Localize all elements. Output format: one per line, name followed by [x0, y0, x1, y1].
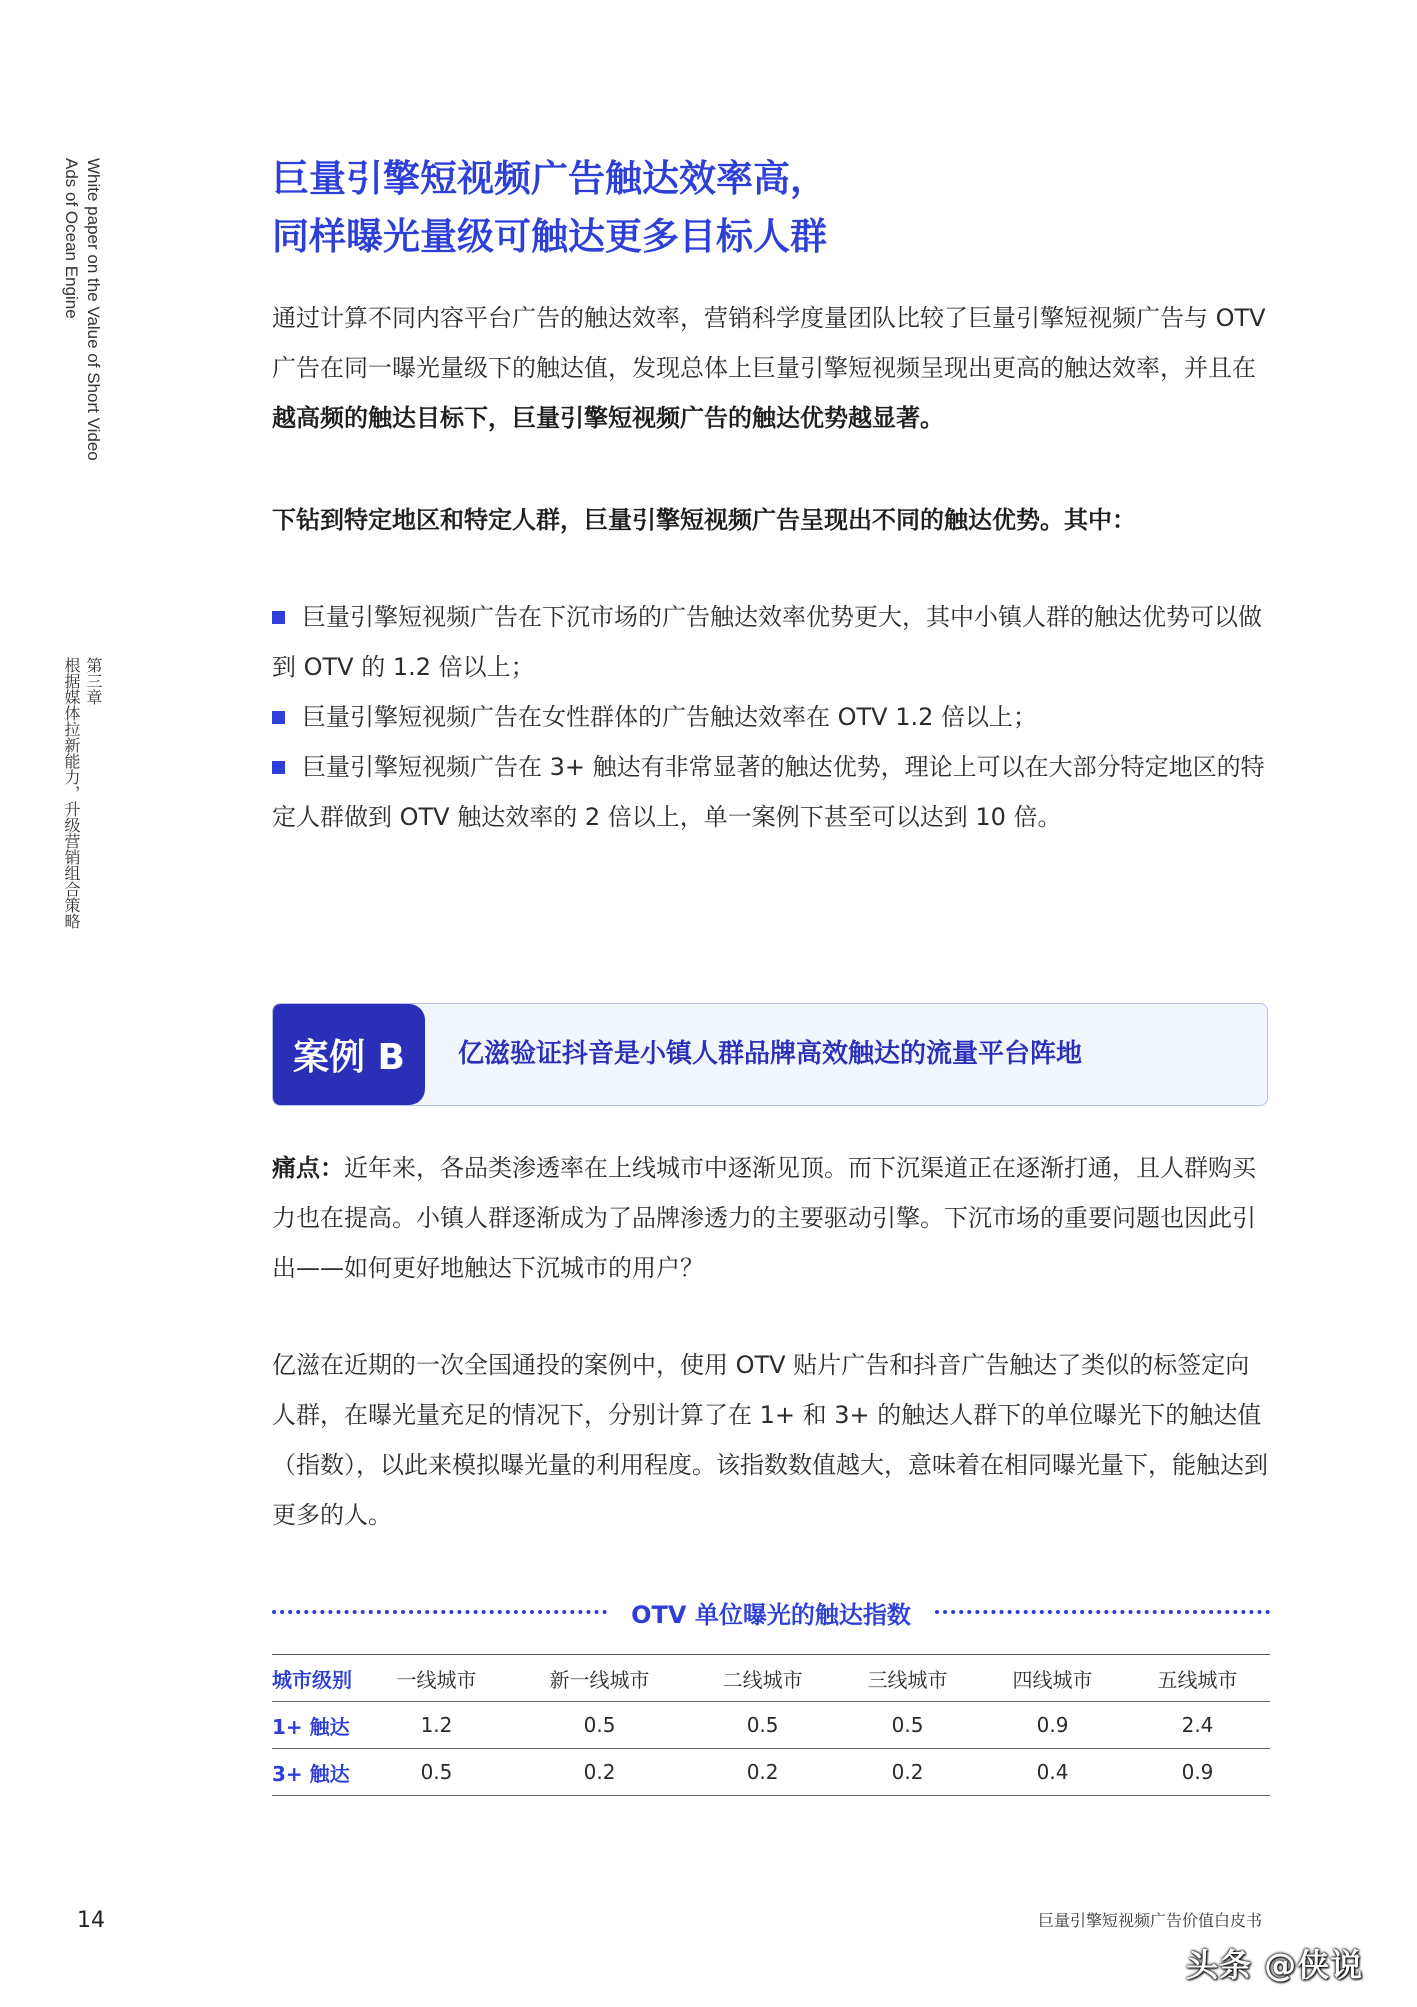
table-cell: 0.2: [509, 1749, 690, 1796]
table-cell: 2.4: [1125, 1702, 1270, 1749]
page-number: 14: [77, 1908, 105, 1933]
case-banner: [272, 1003, 1268, 1106]
intro-paragraph: [272, 293, 1270, 443]
table-cell: 0.9: [980, 1702, 1125, 1749]
column-header: 四线城市: [980, 1655, 1125, 1702]
table-cell: 0.5: [509, 1702, 690, 1749]
table-title-bar: [272, 1590, 1270, 1634]
page-title: 巨量引擎短视频广告触达效率高， 同样曝光量级可触达更多目标人群: [272, 157, 827, 258]
pain-point-paragraph: [272, 1143, 1270, 1293]
sidebar-english-title: White paper on the Value of Short Video Ads of Ocean Engine: [62, 158, 103, 461]
column-header: 二线城市: [690, 1655, 835, 1702]
column-header: 五线城市: [1125, 1655, 1270, 1702]
column-header: 一线城市: [364, 1655, 509, 1702]
case-title: 亿滋验证抖音是小镇人群品牌高效触达的流量平台阵地: [458, 1039, 1083, 1069]
pain-point-text: 近年来，各品类渗透率在上线城市中逐渐见顶。而下沉渠道正在逐渐打通，且人群购买力也在提高。小镇人群逐渐成为了品牌渗透力的主要驱动引擎。下沉市场的重要问题也因此引出——如何更好地触达下沉城市的用户？: [272, 1154, 1256, 1282]
column-header: 新一线城市: [509, 1655, 690, 1702]
row-header: 1+ 触达: [272, 1702, 364, 1749]
column-header: 三线城市: [835, 1655, 980, 1702]
footer-document-title: 巨量引擎短视频广告价值白皮书: [1038, 1911, 1263, 1930]
case-description-paragraph: 亿滋在近期的一次全国通投的案例中，使用 OTV 贴片广告和抖音广告触达了类似的标签定向人群，在曝光量充足的情况下，分别计算了在 1+ 和 3+ 的触达人群下的单位曝光下的触达值（指数），以此来模拟曝光量的利用程度。该指数数值越大，意味着在相同曝光量下，能触达到更多的人。: [272, 1351, 1268, 1529]
table-title: OTV 单位曝光的触达指数: [631, 1600, 911, 1629]
table-row: [272, 1702, 1270, 1749]
pain-point-label: 痛点：: [272, 1154, 344, 1182]
sidebar-chapter-title: 第三章 根据媒体拉新能力，升级营销组合策略: [62, 657, 103, 929]
table-cell: 0.5: [835, 1702, 980, 1749]
table-row: [272, 1749, 1270, 1796]
column-header: 城市级别: [272, 1655, 364, 1702]
table-cell: 0.2: [690, 1749, 835, 1796]
table-cell: 0.9: [1125, 1749, 1270, 1796]
intro-bold-text: 越高频的触达目标下，巨量引擎短视频广告的触达优势越显著。: [272, 404, 944, 432]
drilldown-paragraph: 下钻到特定地区和特定人群，巨量引擎短视频广告呈现出不同的触达优势。其中：: [272, 506, 1136, 534]
watermark: 头条 @侠说: [1186, 1946, 1364, 1984]
table-cell: 0.2: [835, 1749, 980, 1796]
findings-list: [272, 592, 1270, 842]
case-tag: 案例 B: [273, 1004, 425, 1105]
table-header-row: [272, 1655, 1270, 1702]
list-item: 巨量引擎短视频广告在下沉市场的广告触达效率优势更大，其中小镇人群的触达优势可以做到 OTV 的 1.2 倍以上；: [272, 592, 1270, 692]
dotted-divider: [935, 1610, 1270, 1614]
table-cell: 0.5: [364, 1749, 509, 1796]
list-item: 巨量引擎短视频广告在 3+ 触达有非常显著的触达优势，理论上可以在大部分特定地区的特定人群做到 OTV 触达效率的 2 倍以上，单一案例下甚至可以达到 10 倍。: [272, 742, 1270, 842]
table-cell: 0.4: [980, 1749, 1125, 1796]
row-header: 3+ 触达: [272, 1749, 364, 1796]
reach-index-table: [272, 1654, 1270, 1796]
table-cell: 1.2: [364, 1702, 509, 1749]
table-cell: 0.5: [690, 1702, 835, 1749]
list-item: 巨量引擎短视频广告在女性群体的广告触达效率在 OTV 1.2 倍以上；: [272, 692, 1270, 742]
intro-text: 通过计算不同内容平台广告的触达效率，营销科学度量团队比较了巨量引擎短视频广告与 OTV 广告在同一曝光量级下的触达值，发现总体上巨量引擎短视频呈现出更高的触达效率，并且在: [272, 304, 1266, 382]
dotted-divider: [272, 1610, 607, 1614]
